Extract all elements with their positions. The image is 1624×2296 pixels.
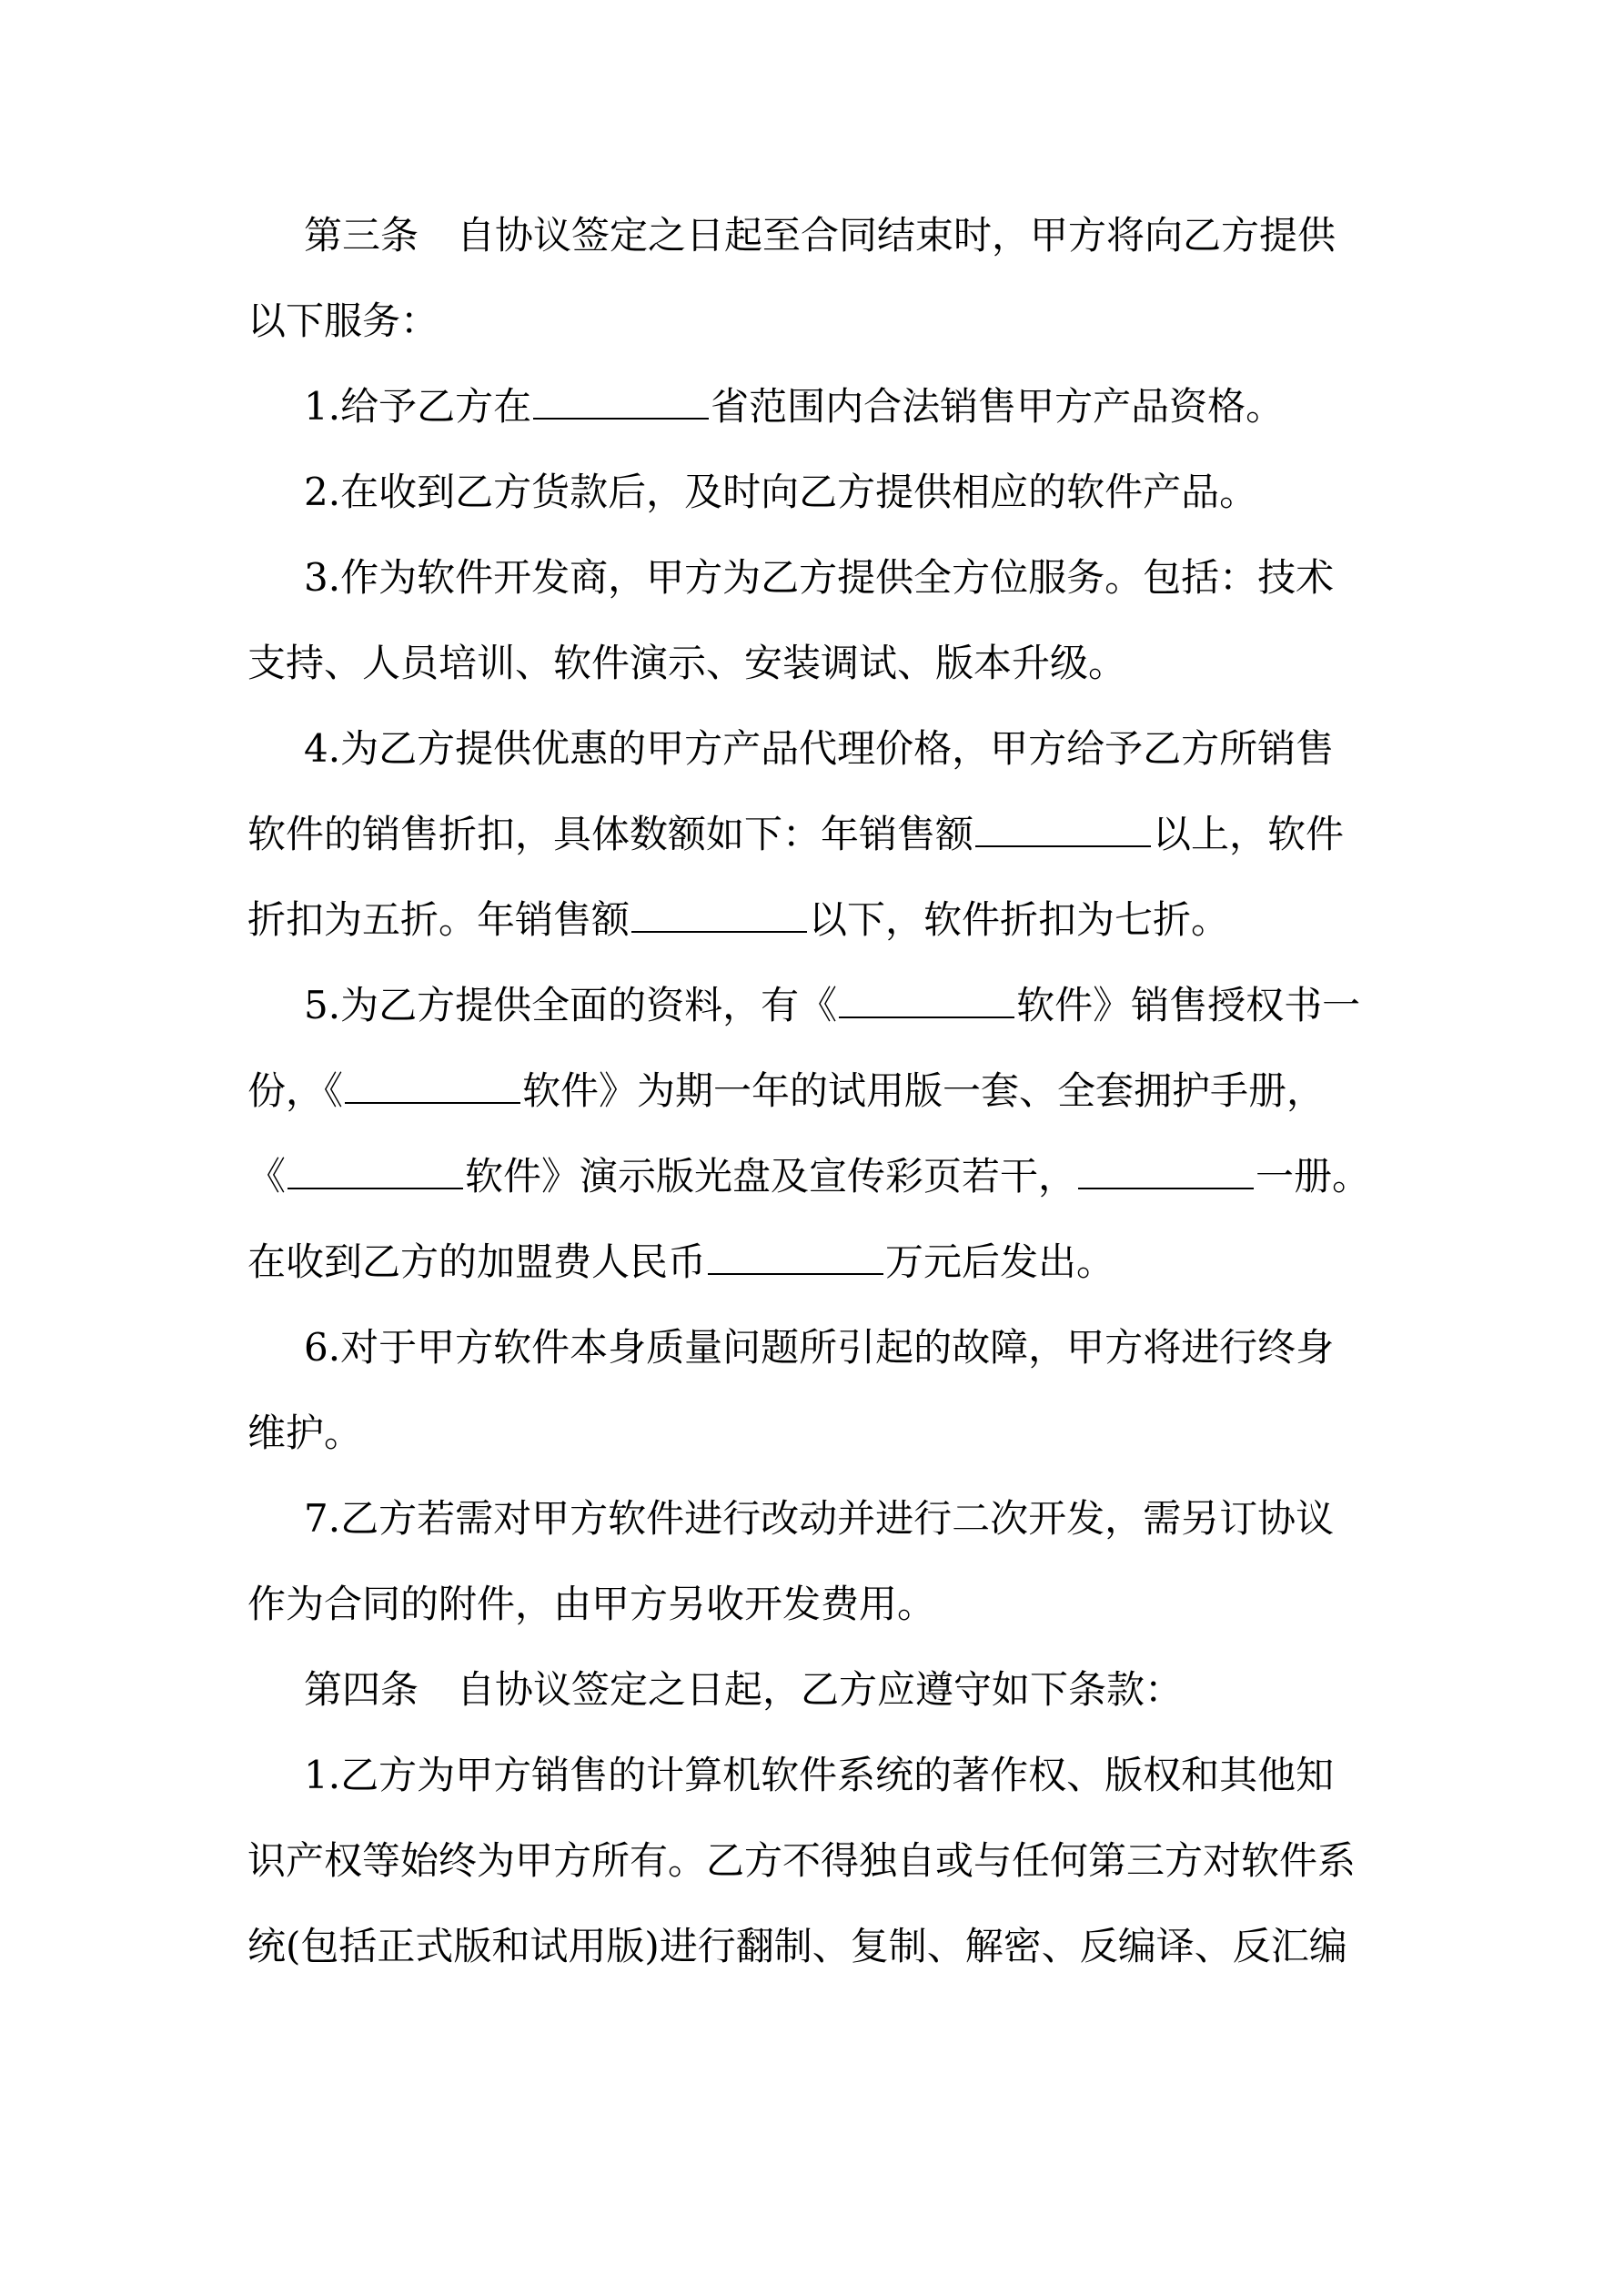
item-4-line-1: 4.为乙方提供优惠的甲方产品代理价格，甲方给予乙方所销售 <box>304 726 1335 771</box>
article-3-line-2: 以下服务： <box>247 298 439 343</box>
blank-annual-sales-below <box>631 930 807 933</box>
article-3-heading <box>247 193 1386 364</box>
item-5-line-4-prefix: 在收到乙方的加盟费人民币 <box>247 1239 707 1284</box>
article-4-item-1-line-1: 1.乙方为甲方销售的计算机软件系统的著作权、版权和其他知 <box>304 1753 1335 1797</box>
item-5-line-1-prefix: 5.为乙方提供全面的资料，有《 <box>304 983 838 1027</box>
blank-franchise-fee <box>708 1272 883 1275</box>
article-3-item-6 <box>247 1305 1386 1476</box>
article-4-line-1: 第四条 自协议签定之日起，乙方应遵守如下条款： <box>304 1667 1184 1712</box>
contract-page <box>247 193 1386 1989</box>
blank-software-name-1 <box>839 1016 1014 1018</box>
item-3-line-2: 支持、人员培训、软件演示、安装调试、版本升级。 <box>247 641 1127 685</box>
item-1-suffix: 省范围内合法销售甲方产品资格。 <box>711 384 1285 429</box>
article-4-item-1 <box>247 1733 1386 1989</box>
item-2-text: 2.在收到乙方货款后，及时向乙方提供相应的软件产品。 <box>304 470 1258 514</box>
blank-software-name-2 <box>345 1101 520 1104</box>
article-4-item-1-line-2: 识产权等始终为甲方所有。乙方不得独自或与任何第三方对软件系 <box>247 1838 1357 1883</box>
item-5-line-1-suffix: 软件》销售授权书一 <box>1016 983 1361 1027</box>
item-5-line-3-middle: 软件》演示版光盘及宣传彩页若干， <box>465 1154 1077 1199</box>
item-5-line-3-prefix: 《 <box>247 1154 287 1199</box>
article-4-heading <box>247 1647 1386 1733</box>
article-3-item-7 <box>247 1476 1386 1647</box>
item-4-line-3-prefix: 折扣为五折。年销售额 <box>247 897 630 942</box>
blank-software-name-3 <box>287 1187 463 1189</box>
article-3-item-4 <box>247 706 1386 963</box>
item-4-line-2-prefix: 软件的销售折扣，具体数额如下：年销售额 <box>247 812 974 856</box>
blank-booklet <box>1078 1187 1254 1189</box>
item-4-line-2-suffix: 以上，软件 <box>1153 812 1345 856</box>
item-3-line-1: 3.作为软件开发商，甲方为乙方提供全方位服务。包括：技术 <box>304 555 1335 600</box>
item-4-line-3-suffix: 以下，软件折扣为七折。 <box>809 897 1230 942</box>
item-1-prefix: 1.给予乙方在 <box>304 384 532 429</box>
blank-province <box>533 417 709 420</box>
article-4-item-1-line-3: 统(包括正式版和试用版)进行翻制、复制、解密、反编译、反汇编 <box>247 1924 1347 1968</box>
blank-annual-sales-above <box>975 845 1151 847</box>
item-5-line-2-suffix: 软件》为期一年的试用版一套、全套拥护手册， <box>522 1068 1326 1113</box>
article-3-item-3 <box>247 535 1386 706</box>
item-7-line-2: 作为合同的附件，由甲方另收开发费用。 <box>247 1582 936 1626</box>
article-3-item-5 <box>247 963 1386 1305</box>
item-7-line-1: 7.乙方若需对甲方软件进行改动并进行二次开发，需另订协议 <box>304 1496 1335 1541</box>
article-3-item-2 <box>247 450 1386 535</box>
item-5-line-4-suffix: 万元后发出。 <box>885 1239 1115 1284</box>
article-3-item-1 <box>247 364 1386 450</box>
item-6-line-2: 维护。 <box>247 1411 363 1455</box>
item-5-line-2-prefix: 份，《 <box>247 1068 344 1113</box>
article-3-line-1: 第三条 自协议签定之日起至合同结束时，甲方将向乙方提供 <box>304 213 1337 258</box>
item-5-line-3-suffix: 一册。 <box>1256 1154 1371 1199</box>
item-6-line-1: 6.对于甲方软件本身质量问题所引起的故障，甲方将进行终身 <box>304 1325 1335 1370</box>
